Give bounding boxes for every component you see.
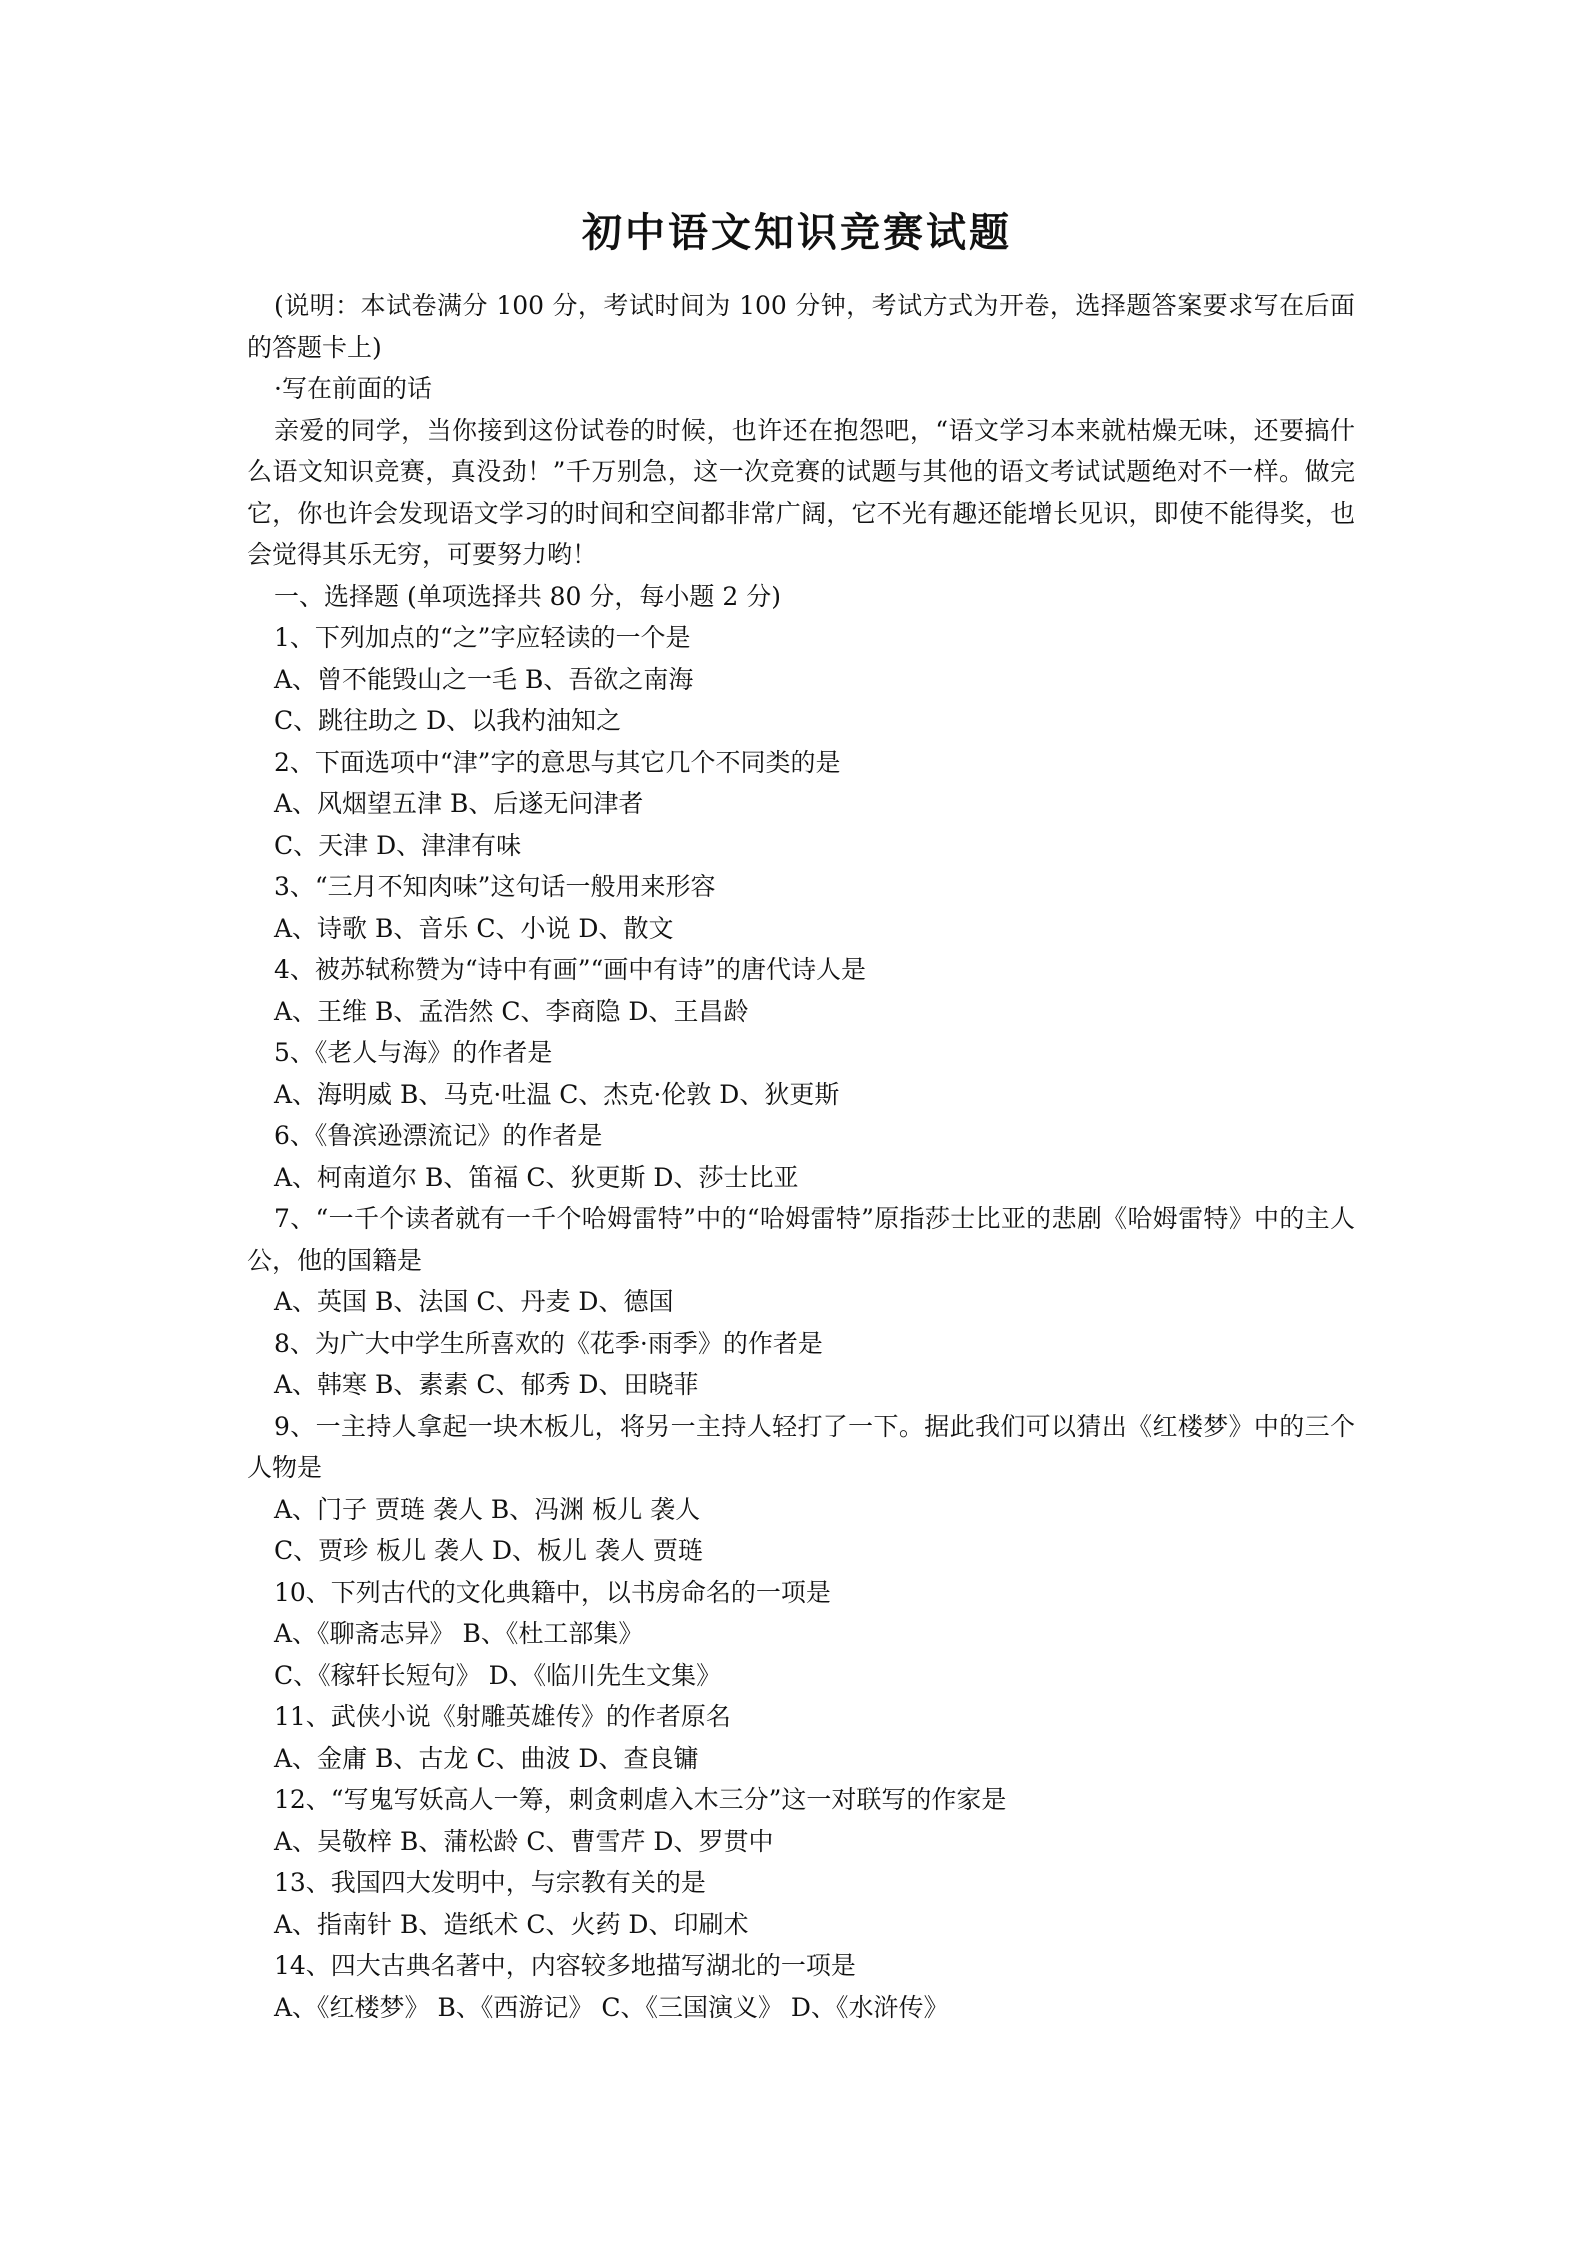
question-stem: 4、被苏轼称赞为“诗中有画”“画中有诗”的唐代诗人是	[274, 955, 867, 984]
question-options: A、曾不能毁山之一毛 B、吾欲之南海	[274, 664, 694, 694]
question-stem: 14、四大古典名著中，内容较多地描写湖北的一项是	[274, 1951, 856, 1980]
question-item	[247, 1696, 1355, 1779]
section-heading: 一、选择题 (单项选择共 80 分，每小题 2 分)	[274, 581, 781, 611]
question-stem: 2、下面选项中“津”字的意思与其它几个不同类的是	[274, 747, 841, 777]
question-stem: 10、下列古代的文化典籍中，以书房命名的一项是	[274, 1577, 831, 1607]
question-item	[247, 1198, 1355, 1323]
question-stem: 8、为广大中学生所喜欢的《花季·雨季》的作者是	[274, 1328, 823, 1358]
question-stem: 3、“三月不知肉味”这句话一般用来形容	[274, 872, 716, 901]
question-options: A、英国 B、法国 C、丹麦 D、德国	[274, 1287, 674, 1316]
question-options: C、贾珍 板儿 袭人 D、板儿 袭人 贾琏	[274, 1536, 703, 1565]
page-title: 初中语文知识竞赛试题	[582, 209, 1012, 256]
question-options: C、《稼轩长短句》 D、《临川先生文集》	[274, 1660, 722, 1690]
preface-paragraph: 亲爱的同学，当你接到这份试卷的时候，也许还在抱怨吧，“语文学习本来就枯燥无味，还要搞什么语文知识竞赛，真没劲！”千万别急，这一次竞赛的试题与其他的语文考试试题绝对不一样。做完它，你也许会发现语文学习的时间和空间都非常广阔，它不光有趣还能增长见识，即使不能得奖，也会觉得其乐无穷，可要努力哟！	[247, 415, 1355, 569]
question-options: A、诗歌 B、音乐 C、小说 D、散文	[274, 913, 674, 943]
question-options: A、门子 贾琏 袭人 B、冯渊 板儿 袭人	[274, 1494, 701, 1524]
question-stem: 9、一主持人拿起一块木板儿，将另一主持人轻打了一下。据此我们可以猜出《红楼梦》中的三个人物是	[247, 1411, 1355, 1482]
exam-content	[247, 285, 1355, 2028]
question-item	[247, 1572, 1355, 1697]
question-item	[247, 1945, 1355, 2028]
question-stem: 13、我国四大发明中，与宗教有关的是	[274, 1868, 706, 1897]
preface-heading: ·写在前面的话	[274, 374, 432, 403]
question-stem: 7、“一千个读者就有一千个哈姆雷特”中的“哈姆雷特”原指莎士比亚的悲剧《哈姆雷特》中的主人公，他的国籍是	[247, 1204, 1355, 1275]
question-item	[247, 1779, 1355, 1862]
question-options: A、海明威 B、马克·吐温 C、杰克·伦敦 D、狄更斯	[274, 1079, 840, 1109]
question-list	[247, 617, 1355, 2028]
question-options: A、柯南道尔 B、笛福 C、狄更斯 D、莎士比亚	[274, 1162, 799, 1192]
instructions-text: (说明：本试卷满分 100 分，考试时间为 100 分钟，考试方式为开卷，选择题答案要求写在后面的答题卡上)	[247, 291, 1355, 362]
question-item	[247, 1862, 1355, 1945]
question-stem: 1、下列加点的“之”字应轻读的一个是	[274, 623, 691, 652]
question-options: A、《聊斋志异》 B、《杜工部集》	[274, 1619, 644, 1648]
question-options: A、指南针 B、造纸术 C、火药 D、印刷术	[274, 1909, 749, 1939]
question-options: A、韩寒 B、素素 C、郁秀 D、田晓菲	[274, 1370, 699, 1399]
question-options: A、风烟望五津 B、后遂无问津者	[274, 789, 644, 818]
question-options: A、金庸 B、古龙 C、曲波 D、查良镛	[274, 1743, 699, 1773]
question-stem: 12、“写鬼写妖高人一筹，刺贪刺虐入木三分”这一对联写的作家是	[274, 1785, 1007, 1814]
question-item	[247, 949, 1355, 1032]
question-stem: 6、《鲁滨逊漂流记》的作者是	[274, 1121, 603, 1150]
question-item	[247, 617, 1355, 742]
question-options: A、吴敬梓 B、蒲松龄 C、曹雪芹 D、罗贯中	[274, 1826, 774, 1856]
question-item	[247, 1406, 1355, 1572]
question-options: A、王维 B、孟浩然 C、李商隐 D、王昌龄	[274, 996, 749, 1026]
question-stem: 11、武侠小说《射雕英雄传》的作者原名	[274, 1702, 731, 1731]
question-options: C、天津 D、津津有味	[274, 830, 522, 860]
question-item	[247, 866, 1355, 949]
question-item	[247, 1323, 1355, 1406]
question-options: C、跳往助之 D、以我杓油知之	[274, 706, 622, 735]
question-item	[247, 1032, 1355, 1115]
question-stem: 5、《老人与海》的作者是	[274, 1038, 553, 1067]
question-item	[247, 742, 1355, 867]
question-item	[247, 1115, 1355, 1198]
question-options: A、《红楼梦》 B、《西游记》 C、《三国演义》 D、《水浒传》	[274, 1992, 949, 2022]
